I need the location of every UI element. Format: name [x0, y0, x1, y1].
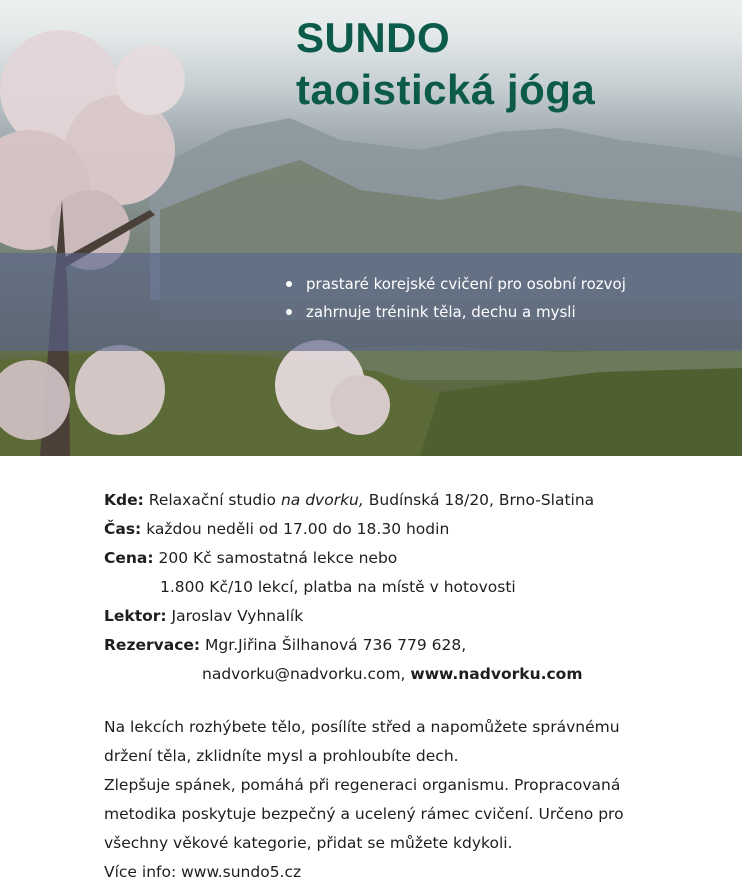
detail-reservation-continued	[104, 660, 724, 689]
reservation-website-link[interactable]: www.nadvorku.com	[410, 665, 583, 683]
highlight-text: prastaré korejské cvičení pro osobní rozvoj	[306, 275, 626, 293]
detail-location	[104, 486, 724, 515]
detail-label: Cena:	[104, 549, 154, 567]
title-line-1: SUNDO	[296, 14, 451, 61]
event-details	[104, 486, 724, 689]
detail-reservation	[104, 631, 724, 660]
page-title	[296, 12, 595, 116]
detail-price-continued	[104, 573, 724, 602]
detail-label: Kde:	[104, 491, 144, 509]
detail-value: Mgr.Jiřina Šilhanová 736 779 628,	[205, 636, 467, 654]
reservation-email[interactable]: nadvorku@nadvorku.com,	[202, 665, 411, 683]
detail-value: Relaxační studio	[148, 491, 281, 509]
detail-lecturer	[104, 602, 724, 631]
detail-value-emphasis: na dvorku,	[280, 491, 364, 509]
detail-value: 1.800 Kč/10 lekcí, platba na místě v hotovosti	[160, 578, 516, 596]
foreground-slope	[420, 368, 742, 456]
bullet-icon	[286, 309, 292, 315]
highlight-item	[284, 270, 626, 298]
highlight-text: zahrnuje trénink těla, dechu a mysli	[306, 303, 576, 321]
description	[104, 713, 724, 887]
detail-label: Čas:	[104, 520, 142, 538]
description-more-info: Více info: www.sundo5.cz	[104, 863, 302, 881]
detail-value: každou neděli od 17.00 do 18.30 hodin	[146, 520, 450, 538]
title-line-2: taoistická jóga	[296, 66, 596, 113]
bullet-icon	[286, 281, 292, 287]
description-line: Zlepšuje spánek, pomáhá při regeneraci organismu. Propracovaná	[104, 776, 621, 794]
highlight-band	[0, 253, 742, 351]
description-line: všechny věkové kategorie, přidat se můžete kdykoli.	[104, 834, 513, 852]
description-line: Na lekcích rozhýbete tělo, posílíte střed a napomůžete správnému	[104, 718, 620, 736]
detail-value: Budínská 18/20, Brno-Slatina	[363, 491, 595, 509]
description-line: metodika poskytuje bezpečný a ucelený rámec cvičení. Určeno pro	[104, 805, 624, 823]
description-line: držení těla, zklidníte mysl a prohloubíte dech.	[104, 747, 459, 765]
detail-label: Rezervace:	[104, 636, 201, 654]
detail-value: 200 Kč samostatná lekce nebo	[158, 549, 398, 567]
detail-price	[104, 544, 724, 573]
detail-time	[104, 515, 724, 544]
detail-value: Jaroslav Vyhnalík	[171, 607, 304, 625]
highlight-item	[284, 298, 626, 326]
detail-label: Lektor:	[104, 607, 167, 625]
highlight-list	[284, 270, 626, 326]
